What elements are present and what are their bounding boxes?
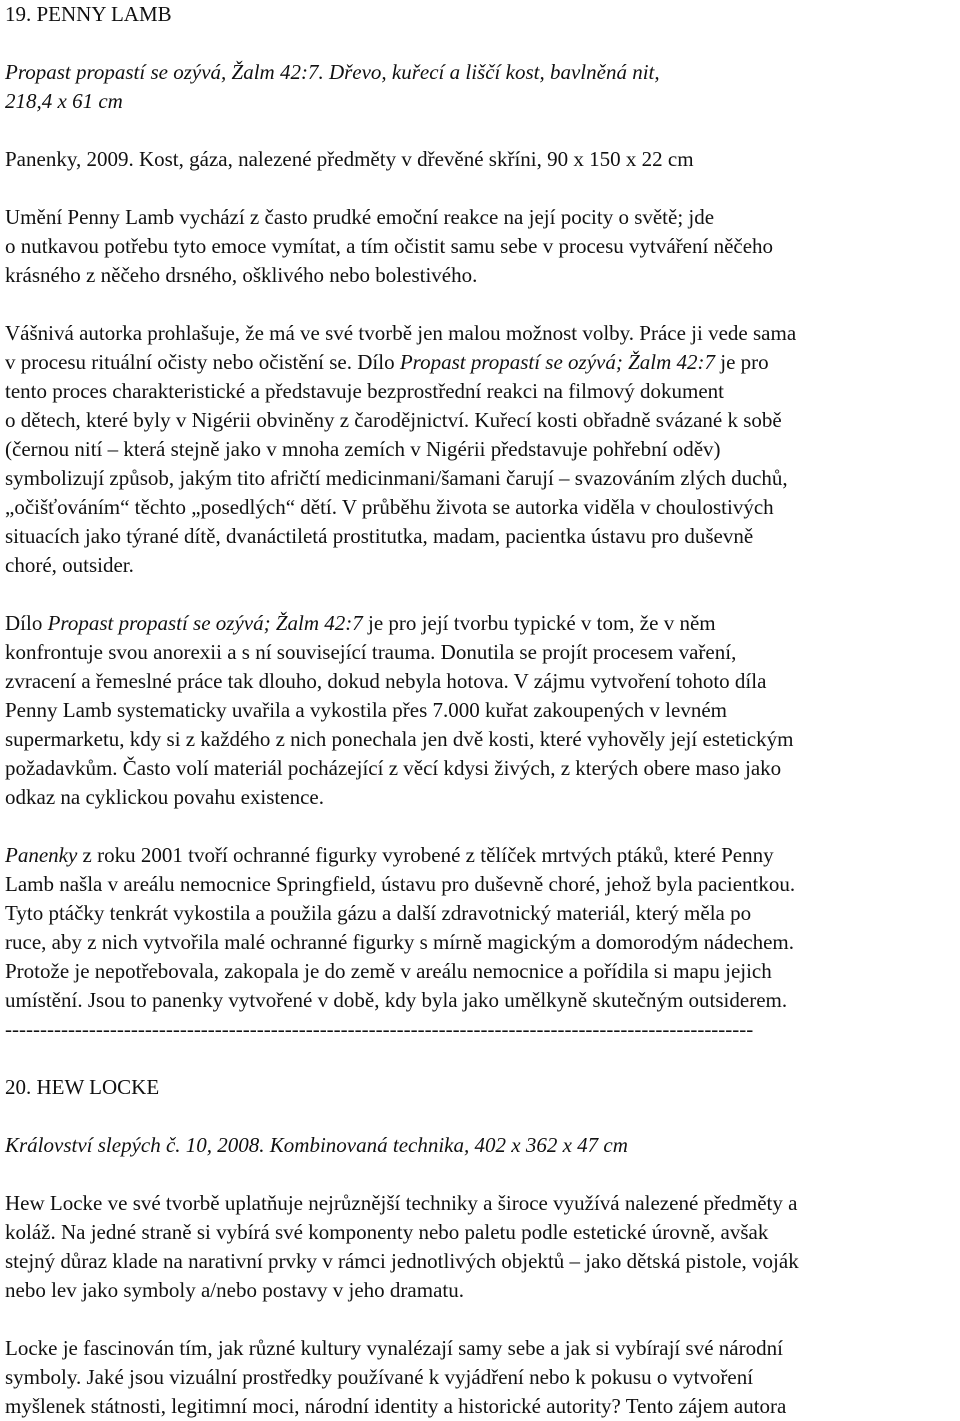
paragraph-line xyxy=(5,841,955,870)
spacer xyxy=(5,290,955,319)
paragraph-line: o dětech, které byly v Nigérii obviněny z čarodějnictví. Kuřecí kosti obřadně svázané k sobě xyxy=(5,408,782,432)
paragraph-line: Locke je fascinován tím, jak různé kultury vynalézají samy sebe a jak si vybírají své národní xyxy=(5,1336,783,1360)
paragraph-line: konfrontuje svou anorexii a s ní související trauma. Donutila se projít procesem vaření, xyxy=(5,640,737,664)
paragraph-line: Penny Lamb systematicky uvařila a vykostila přes 7.000 kuřat zakoupených v levném xyxy=(5,698,727,722)
spacer xyxy=(5,1102,955,1131)
paragraph-line: nebo lev jako symboly a/nebo postavy v jeho dramatu. xyxy=(5,1278,464,1302)
spacer xyxy=(5,116,955,145)
artwork-caption-line: Království slepých č. 10, 2008. Kombinovaná technika, 402 x 362 x 47 cm xyxy=(5,1133,628,1157)
paragraph-line: požadavkům. Často volí materiál pocházející z věcí kdysi živých, z kterých obere maso jako xyxy=(5,756,782,780)
artwork-caption-line: Panenky, 2009. Kost, gáza, nalezené předměty v dřevěné skříni, 90 x 150 x 22 cm xyxy=(5,147,694,171)
paragraph-line: umístění. Jsou to panenky vytvořené v době, kdy byla jako umělkyně skutečným outsiderem. xyxy=(5,988,788,1012)
artwork-title-inline: Propast propastí se ozývá; Žalm 42:7 xyxy=(47,611,363,635)
paragraph-line: (černou nití – která stejně jako v mnoha zemích v Nigérii představuje pohřební oděv) xyxy=(5,437,721,461)
text-run: je pro xyxy=(715,350,769,374)
paragraph-line: symbolizují způsob, jakým tito afričtí medicinmani/šamani čarují – svazováním zlých duchů, xyxy=(5,466,788,490)
paragraph-line: o nutkavou potřebu tyto emoce vymítat, a tím očistit samu sebe v procesu vytváření něčeho xyxy=(5,234,774,258)
text-run: z roku 2001 tvoří ochranné figurky vyrobené z tělíček mrtvých ptáků, které Penny xyxy=(77,843,774,867)
spacer xyxy=(5,1160,955,1189)
artwork-caption-line: 218,4 x 61 cm xyxy=(5,89,123,113)
document-page xyxy=(5,0,955,1421)
paragraph-line: choré, outsider. xyxy=(5,553,134,577)
paragraph-line: Vášnivá autorka prohlašuje, že má ve své tvorbě jen malou možnost volby. Práce ji vede sama xyxy=(5,321,797,345)
paragraph-line: tento proces charakteristické a představuje bezprostřední reakci na filmový dokument xyxy=(5,379,724,403)
paragraph-line: symboly. Jaké jsou vizuální prostředky používané k vyjádření nebo k pokusu o vytvoření xyxy=(5,1365,754,1389)
paragraph-line: Lamb našla v areálu nemocnice Springfield, ústavu pro duševně choré, jehož byla pacientkou. xyxy=(5,872,796,896)
paragraph-line: Umění Penny Lamb vychází z často prudké emoční reakce na její pocity o světě; jde xyxy=(5,205,715,229)
spacer xyxy=(5,1044,955,1073)
paragraph-line: stejný důraz klade na narativní prvky v rámci jednotlivých objektů – jako dětská pistole, voják xyxy=(5,1249,799,1273)
paragraph-line: supermarketu, kdy si z každého z nich ponechala jen dvě kosti, které vyhověly její estetickým xyxy=(5,727,794,751)
paragraph-line: zvracení a řemeslné práce tak dlouho, dokud nebyla hotova. V zájmu vytvoření tohoto díla xyxy=(5,669,767,693)
paragraph-line: situacích jako týrané dítě, dvanáctiletá prostitutka, madam, pacientka ústavu pro duševně xyxy=(5,524,754,548)
spacer xyxy=(5,29,955,58)
artwork-caption-line: Propast propastí se ozývá, Žalm 42:7. Dřevo, kuřecí a liščí kost, bavlněná nit, xyxy=(5,60,660,84)
section-heading-hew-locke: 20. HEW LOCKE xyxy=(5,1075,160,1099)
paragraph-line xyxy=(5,348,955,377)
text-run: v procesu rituální očisty nebo očistění se. Dílo xyxy=(5,350,400,374)
paragraph-line: krásného z něčeho drsného, ošklivého nebo bolestivého. xyxy=(5,263,478,287)
section-heading-penny-lamb: 19. PENNY LAMB xyxy=(5,2,172,26)
paragraph-line: myšlenek státnosti, legitimní moci, národní identity a historické autority? Tento zájem autora xyxy=(5,1394,787,1418)
spacer xyxy=(5,580,955,609)
paragraph-line: koláž. Na jedné straně si vybírá své komponenty nebo paletu podle estetické úrovně, avšak xyxy=(5,1220,769,1244)
paragraph-line: ruce, aby z nich vytvořila malé ochranné figurky s mírně magickým a domorodým nádechem. xyxy=(5,930,794,954)
dashed-divider: ----------------------------------------------------------------------------------------------------------- xyxy=(5,1017,754,1041)
spacer xyxy=(5,174,955,203)
paragraph-line: odkaz na cyklickou povahu existence. xyxy=(5,785,324,809)
paragraph-line: Tyto ptáčky tenkrát vykostila a použila gázu a další zdravotnický materiál, který měla po xyxy=(5,901,752,925)
paragraph-line xyxy=(5,609,955,638)
text-run: Dílo xyxy=(5,611,48,635)
paragraph-line: „očišťováním“ těchto „posedlých“ dětí. V průběhu života se autorka viděla v choulostivých xyxy=(5,495,774,519)
artwork-title-inline: Panenky xyxy=(5,843,78,867)
spacer xyxy=(5,812,955,841)
paragraph-line: Protože je nepotřebovala, zakopala je do země v areálu nemocnice a pořídila si mapu jejich xyxy=(5,959,772,983)
spacer xyxy=(5,1305,955,1334)
text-run: je pro její tvorbu typické v tom, že v něm xyxy=(362,611,716,635)
paragraph-line: Hew Locke ve své tvorbě uplatňuje nejrůznější techniky a široce využívá nalezené předměty a xyxy=(5,1191,798,1215)
artwork-title-inline: Propast propastí se ozývá; Žalm 42:7 xyxy=(399,350,716,374)
